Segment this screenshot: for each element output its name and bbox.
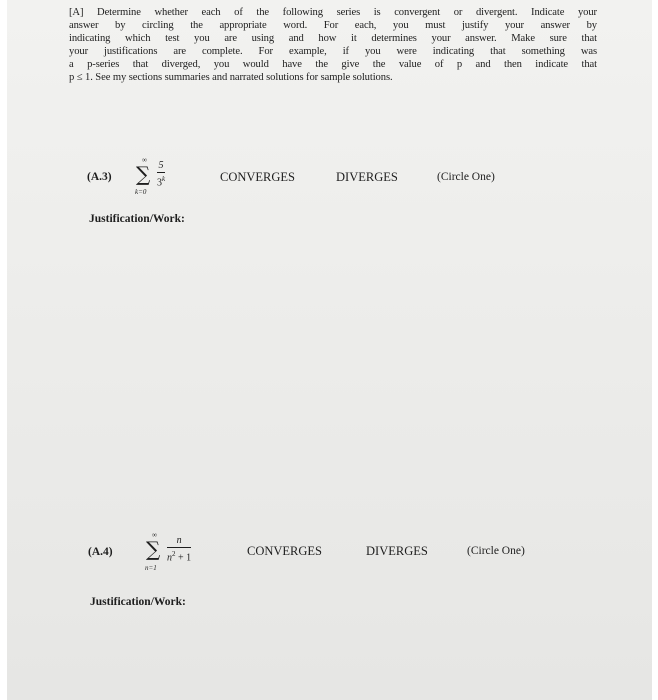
paper-sheet [7,0,652,700]
term-denominator: $n^2 + 1$ [167,550,192,564]
problem-label: (A.3) [87,171,112,183]
sum-lower-limit: k=0 [135,188,147,196]
problem-label: (A.4) [88,546,113,558]
diverges-option[interactable]: DIVERGES [366,544,428,558]
sum-upper-limit: ∞ [142,156,147,164]
sum-lower-limit: n=1 [145,564,157,572]
converges-option[interactable]: CONVERGES [220,170,296,184]
term-numerator: 5 [158,160,164,171]
justification-label: Justification/Work: [90,596,186,608]
instructions-line: your justifications are complete. For example, if you were indicating that something was [69,46,597,57]
fraction-bar [157,172,165,173]
series-term [157,160,165,188]
instructions-line: [A] Determine whether each of the following series is convergent or divergent. Indicate your [69,7,597,18]
term-numerator: n [176,535,182,546]
circle-one-hint: (Circle One) [437,171,495,183]
diverges-option[interactable]: DIVERGES [336,170,398,184]
fraction-bar [167,547,191,548]
sigma-symbol: ∑ [146,537,161,561]
instructions-line: p ≤ 1. See my sections summaries and narrated solutions for sample solutions. [69,72,393,83]
converges-option[interactable]: CONVERGES [247,544,323,558]
sigma-symbol: ∑ [136,162,151,186]
instructions-line: indicating which test you are using and how it determines your answer. Make sure that [69,33,597,44]
justification-label: Justification/Work: [89,213,185,225]
sum-upper-limit: ∞ [152,531,157,539]
instructions-line: answer by circling the appropriate word. For each, you must justify your answer by [69,20,597,31]
instructions-line: a p-series that diverged, you would have the give the value of p and then indicate that [69,59,597,70]
circle-one-hint: (Circle One) [467,545,525,557]
series-term [167,535,191,563]
instructions-paragraph [69,6,597,84]
term-denominator: 3$^k$ [157,175,166,189]
